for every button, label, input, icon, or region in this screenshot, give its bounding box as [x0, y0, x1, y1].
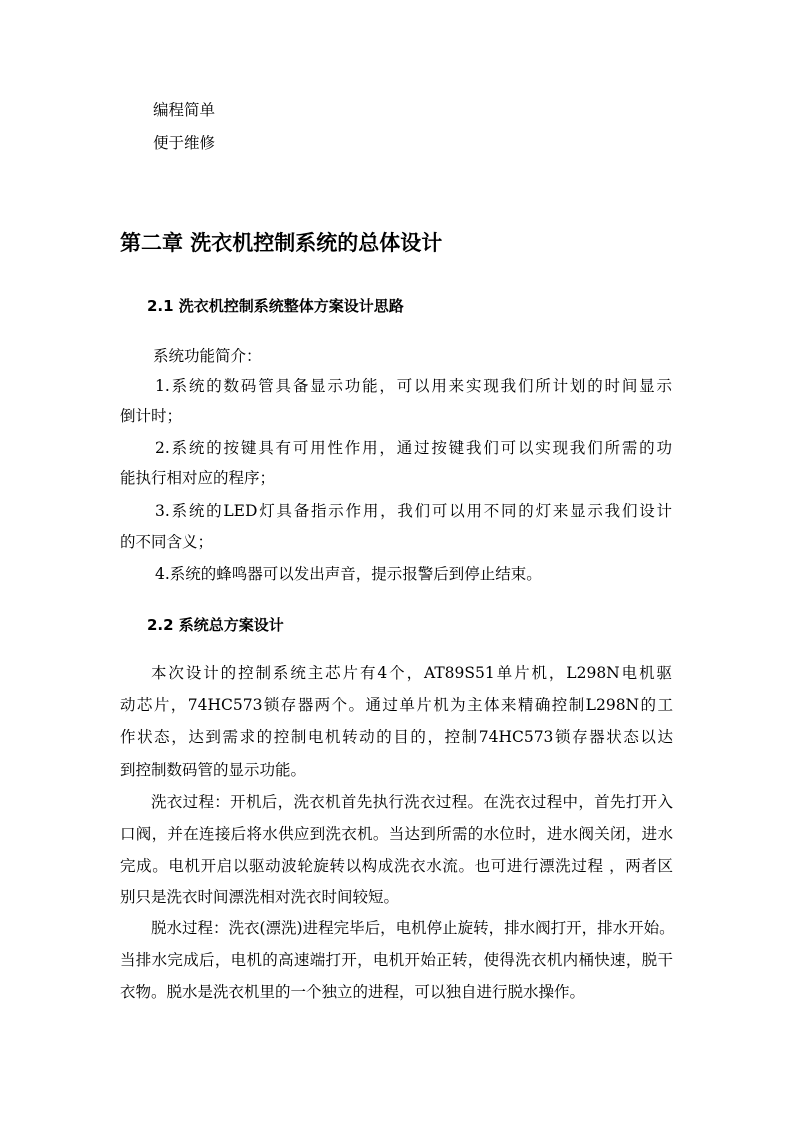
paragraph-line: 别只是洗衣时间漂洗相对洗衣时间较短。	[120, 888, 400, 906]
list-item-line: 倒计时；	[120, 407, 183, 425]
paragraph-line: 当排水完成后，电机的高速端打开，电机开始正转，使得洗衣机内桶快速，脱干	[120, 951, 673, 969]
paragraph-line: 动芯片，74HC573锁存器两个。通过单片机为主体来精确控制L298N的工	[120, 696, 673, 714]
advantage-line: 便于维修	[153, 134, 216, 152]
paragraph-line: 脱水过程：洗衣(漂洗)进程完毕后，电机停止旋转，排水阀打开，排水开始。	[151, 919, 675, 937]
paragraph-line: 本次设计的控制系统主芯片有4个，AT89S51单片机，L298N电机驱	[151, 664, 672, 682]
list-item-line: 4.系统的蜂鸣器可以发出声音，提示报警后到停止结束。	[155, 565, 542, 583]
paragraph-line: 口阀，并在连接后将水供应到洗衣机。当达到所需的水位时，进水阀关闭，进水	[120, 825, 673, 843]
section-intro: 系统功能简介：	[153, 347, 262, 365]
paragraph-line: 到控制数码管的显示功能。	[120, 761, 307, 779]
paragraph-line: 衣物。脱水是洗衣机里的一个独立的进程，可以独自进行脱水操作。	[120, 983, 586, 1001]
chapter-title: 第二章 洗衣机控制系统的总体设计	[120, 231, 443, 255]
list-item-line: 2.系统的按键具有可用性作用，通过按键我们可以实现我们所需的功	[155, 439, 672, 457]
paragraph-line: 完成。电机开启以驱动波轮旋转以构成洗衣水流。也可进行漂洗过程 ，两者区	[120, 857, 673, 875]
advantage-line: 编程简单	[153, 101, 216, 119]
section-title: 2.1 洗衣机控制系统整体方案设计思路	[147, 297, 404, 315]
list-item-line: 的不同含义；	[120, 533, 214, 551]
paragraph-line: 洗衣过程：开机后，洗衣机首先执行洗衣过程。在洗衣过程中，首先打开入	[151, 793, 673, 811]
list-item-line: 能执行相对应的程序；	[120, 469, 276, 487]
list-item-line: 3.系统的LED灯具备指示作用，我们可以用不同的灯来显示我们设计	[155, 502, 672, 520]
paragraph-line: 作状态，达到需求的控制电机转动的目的，控制74HC573锁存器状态以达	[120, 728, 673, 746]
list-item-line: 1.系统的数码管具备显示功能，可以用来实现我们所计划的时间显示	[155, 377, 672, 395]
section-title: 2.2 系统总方案设计	[147, 616, 284, 634]
